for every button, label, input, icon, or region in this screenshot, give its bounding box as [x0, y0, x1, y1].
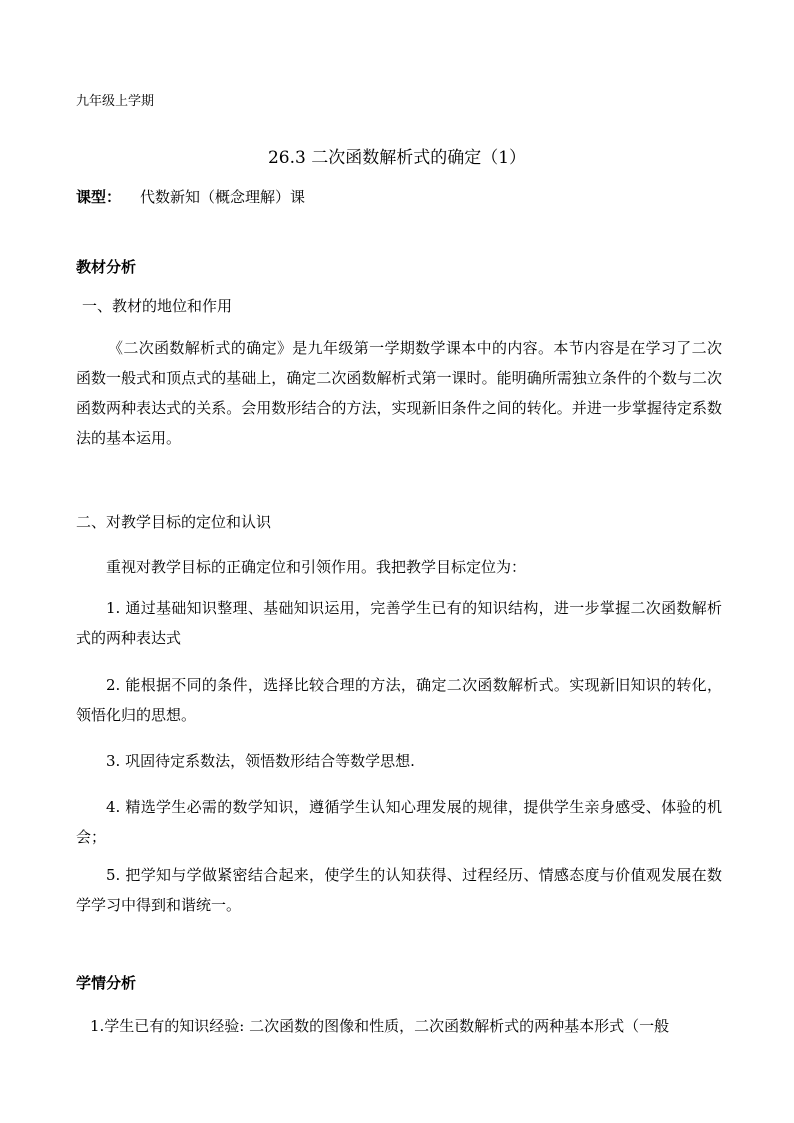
section2-heading: 二、对教学目标的定位和认识 [76, 513, 272, 531]
lesson-type-label: 课型： [76, 188, 122, 206]
student-analysis-item-1: 1.学生已有的知识经验: 二次函数的图像和性质，二次函数解析式的两种基本形式（一般 [90, 1017, 670, 1035]
goal-item-2: 2. 能根据不同的条件，选择比较合理的方法，确定二次函数解析式。实现新旧知识的转化，领悟化归的思想。 [76, 676, 722, 724]
goal-item-3: 3. 巩固待定系数法，领悟数形结合等数学思想. [106, 752, 415, 770]
goal-item-5: 5. 把学知与学做紧密结合起来，使学生的认知获得、过程经历、情感态度与价值观发展在数学学习中得到和谐统一。 [76, 866, 722, 914]
textbook-analysis-heading: 教材分析 [76, 258, 137, 276]
section2-intro: 重视对教学目标的正确定位和引领作用。我把教学目标定位为： [106, 558, 527, 576]
section1-paragraph: 《二次函数解析式的确定》是九年级第一学期数学课本中的内容。本节内容是在学习了二次函数一般式和顶点式的基础上，确定二次函数解析式第一课时。能明确所需独立条件的个数与二次函数两种表达式的关系。会用数形结合的方法，实现新旧条件之间的转化。并进一步掌握待定系数法的基本运用。 [76, 339, 722, 447]
goal-item-1: 1. 通过基础知识整理、基础知识运用，完善学生已有的知识结构，进一步掌握二次函数解析式的两种表达式 [76, 599, 722, 647]
student-analysis-heading: 学情分析 [76, 974, 137, 992]
grade-label: 九年级上学期 [76, 94, 155, 109]
page-title: 26.3 二次函数解析式的确定（1） [267, 148, 527, 168]
lesson-type-value: 代数新知（概念理解）课 [140, 188, 306, 206]
goal-item-4: 4. 精选学生必需的数学知识，遵循学生认知心理发展的规律，提供学生亲身感受、体验的机会； [76, 798, 722, 846]
section1-heading: 一、教材的地位和作用 [82, 297, 233, 315]
